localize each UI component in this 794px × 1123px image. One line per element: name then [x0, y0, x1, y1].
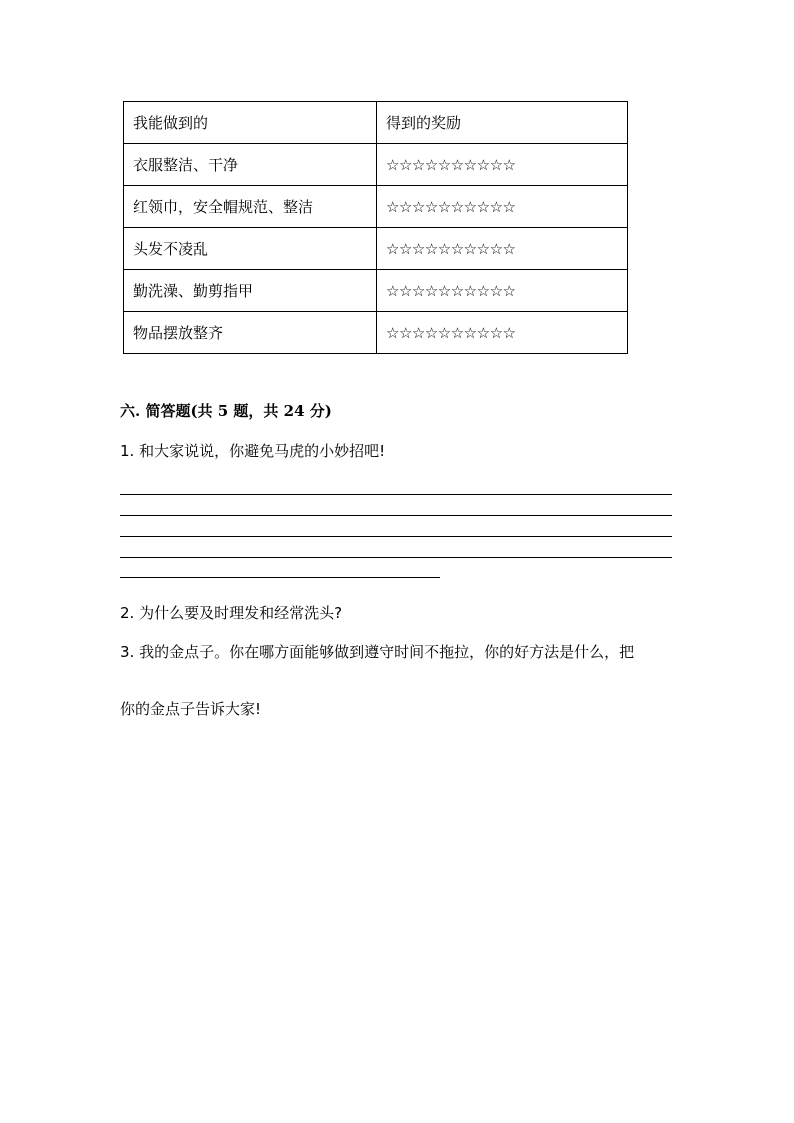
star-rating-cell: ☆☆☆☆☆☆☆☆☆☆: [377, 270, 628, 312]
question-1: 1. 和大家说说，你避免马虎的小妙招吧!: [120, 442, 386, 460]
answer-line: [120, 494, 672, 495]
star-rating-cell: ☆☆☆☆☆☆☆☆☆☆: [377, 144, 628, 186]
table-row: [124, 228, 628, 270]
star-rating-cell: ☆☆☆☆☆☆☆☆☆☆: [377, 312, 628, 354]
row-item-cell: 红领巾，安全帽规范、整洁: [124, 186, 377, 228]
answer-line: [120, 557, 672, 558]
question-3-line-1: 3. 我的金点子。你在哪方面能够做到遵守时间不拖拉，你的好方法是什么，把: [120, 643, 635, 661]
section-title: 六. 简答题(共 5 题，共 24 分): [120, 402, 332, 420]
row-item-cell: 衣服整洁、干净: [124, 144, 377, 186]
row-item-cell: 勤洗澡、勤剪指甲: [124, 270, 377, 312]
header-cell-reward: 得到的奖励: [377, 102, 628, 144]
answer-line: [120, 515, 672, 516]
answer-line: [120, 536, 672, 537]
answer-line-short: [120, 577, 440, 578]
star-rating-cell: ☆☆☆☆☆☆☆☆☆☆: [377, 186, 628, 228]
row-item-cell: 物品摆放整齐: [124, 312, 377, 354]
question-2: 2. 为什么要及时理发和经常洗头?: [120, 604, 343, 622]
reward-table: [123, 101, 628, 354]
table-row: [124, 270, 628, 312]
star-rating-cell: ☆☆☆☆☆☆☆☆☆☆: [377, 228, 628, 270]
table-row: [124, 186, 628, 228]
table-row: [124, 144, 628, 186]
header-cell-can-do: 我能做到的: [124, 102, 377, 144]
question-3-line-2: 你的金点子告诉大家!: [120, 700, 262, 718]
table-row: [124, 312, 628, 354]
table-header-row: [124, 102, 628, 144]
row-item-cell: 头发不凌乱: [124, 228, 377, 270]
